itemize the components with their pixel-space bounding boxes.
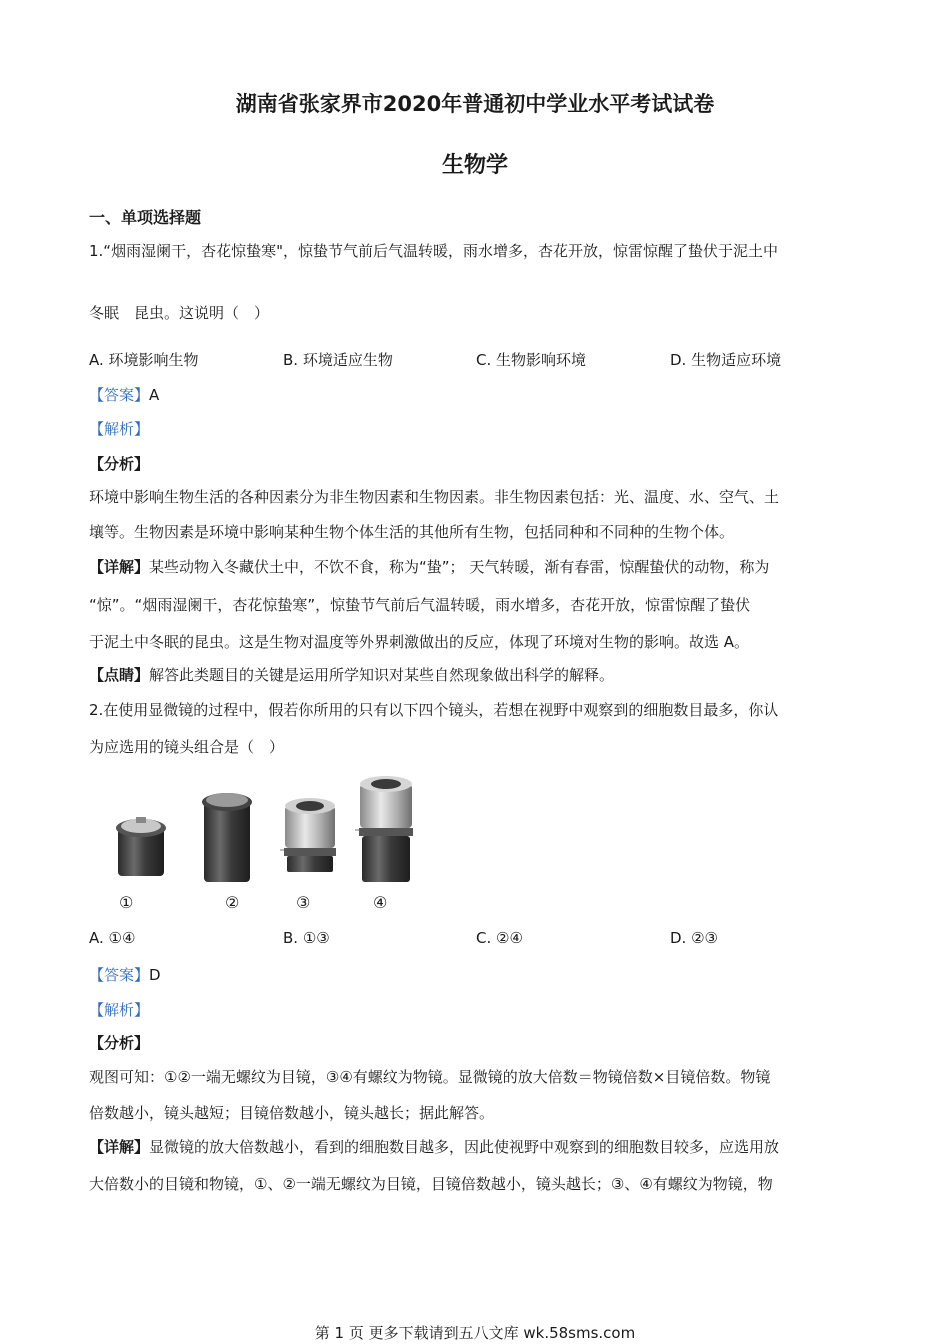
q1-answer [89, 384, 159, 405]
q2-answer [89, 964, 161, 985]
page-footer: 第 1 页 更多下载请到五八文库 wk.58sms.com [314, 1324, 636, 1342]
q2-fenxi-tag: 【分析】 [89, 1034, 150, 1052]
q1-xiangjie-line1 [89, 556, 769, 577]
q1-dianjing-tag: 【点睛】 [89, 666, 150, 684]
figure-label-1: ① [119, 893, 134, 912]
q1-dianjing-line [89, 664, 614, 685]
q1-answer-tag: 【答案】 [89, 386, 150, 404]
subject-title: 生物学 [441, 153, 508, 178]
q2-stem-line1: 2.在使用显微镜的过程中，假若你所用的只有以下四个镜头，若想在视野中观察到的细胞数目最多，你认 [89, 701, 779, 719]
q1-xiangjie-text1: 某些动物入冬藏伏土中，不饮不食，称为“蛰”； 天气转暖，渐有春雷，惊醒蛰伏的动物，称为 [149, 558, 770, 576]
q1-dianjing-text: 解答此类题目的关键是运用所学知识对某些自然现象做出科学的解释。 [149, 666, 615, 684]
q1-stem-line1: 1.“烟雨湿阑干，杏花惊蛰寒"，惊蛰节气前后气温转暖，雨水增多，杏花开放，惊雷惊醒了蛰伏于泥土中 [89, 242, 778, 260]
q1-fenxi-line2: 壤等。生物因素是环境中影响某种生物个体生活的其他所有生物，包括同种和不同种的生物个体。 [89, 523, 735, 541]
figure-label-2: ② [225, 893, 240, 912]
q2-option-c: C. ②④ [476, 929, 523, 947]
q1-xiangjie-line3: 于泥土中冬眠的昆虫。这是生物对温度等外界刺激做出的反应，体现了环境对生物的影响。故选 A。 [89, 633, 750, 651]
objective-4-icon [355, 776, 413, 882]
q2-jiexi-tag: 【解析】 [89, 1001, 150, 1019]
q2-option-b: B. ①③ [283, 929, 330, 947]
q2-option-d: D. ②③ [670, 929, 718, 947]
q1-xiangjie-line2: “惊”。“烟雨湿阑干，杏花惊蛰寒”，惊蛰节气前后气温转暖，雨水增多，杏花开放，惊雷惊醒了蛰伏 [89, 596, 751, 614]
q1-fenxi-tag: 【分析】 [89, 455, 150, 473]
eyepiece-1-icon [116, 817, 166, 876]
section-title: 一、单项选择题 [89, 208, 202, 227]
q1-option-d: D. 生物适应环境 [670, 351, 782, 369]
q1-xiangjie-tag: 【详解】 [89, 558, 150, 576]
q2-fenxi-line2: 倍数越小，镜头越短；目镜倍数越小，镜头越长；据此解答。 [89, 1104, 495, 1122]
q1-fenxi-line1: 环境中影响生物生活的各种因素分为非生物因素和生物因素。非生物因素包括：光、温度、水、空气、土 [89, 488, 780, 506]
figure-label-4: ④ [373, 893, 388, 912]
objective-3-icon [280, 798, 336, 872]
q1-jiexi-tag: 【解析】 [89, 420, 150, 438]
figure-label-3: ③ [296, 893, 311, 912]
q2-option-a: A. ①④ [89, 929, 136, 947]
q2-xiangjie-text1: 显微镜的放大倍数越小，看到的细胞数目越多，因此使视野中观察到的细胞数目较多，应选用放 [149, 1138, 780, 1156]
q1-option-a: A. 环境影响生物 [89, 351, 199, 369]
q2-answer-value: D [149, 966, 161, 984]
q1-option-b: B. 环境适应生物 [283, 351, 393, 369]
q1-answer-value: A [149, 386, 160, 404]
q2-xiangjie-line1 [89, 1136, 779, 1157]
q2-xiangjie-tag: 【详解】 [89, 1138, 150, 1156]
document-title: 湖南省张家界市2020年普通初中学业水平考试试卷 [235, 92, 715, 116]
q1-stem-line2: 冬眠 昆虫。这说明（ ） [89, 304, 270, 322]
q2-stem-line2: 为应选用的镜头组合是（ ） [89, 738, 285, 756]
q2-xiangjie-line2: 大倍数小的目镜和物镜，①、②一端无螺纹为目镜，目镜倍数越小，镜头越长；③、④有螺纹为物镜，物 [89, 1175, 773, 1193]
eyepiece-2-icon [202, 793, 252, 882]
q2-fenxi-line1: 观图可知：①②一端无螺纹为目镜，③④有螺纹为物镜。显微镜的放大倍数＝物镜倍数×目镜倍数。物镜 [89, 1068, 771, 1086]
q1-option-c: C. 生物影响环境 [476, 351, 587, 369]
q2-answer-tag: 【答案】 [89, 966, 150, 984]
